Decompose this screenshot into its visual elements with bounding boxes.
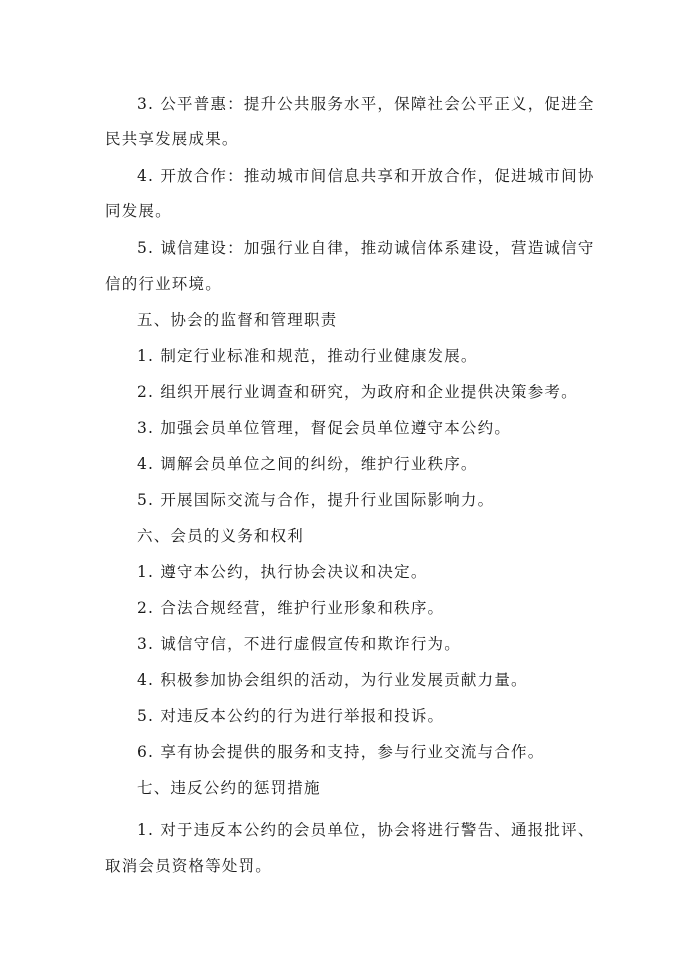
list-item: 1. 对于违反本公约的会员单位，协会将进行警告、通报批评、 [137, 821, 595, 839]
paragraph-line: 4. 开放合作：推动城市间信息共享和开放合作，促进城市间协 [137, 167, 595, 185]
paragraph-line: 民共享发展成果。 [105, 130, 239, 148]
list-item: 5. 对违反本公约的行为进行举报和投诉。 [137, 707, 445, 725]
list-item: 2. 合法合规经营，维护行业形象和秩序。 [137, 599, 445, 617]
list-item: 1. 遵守本公约，执行协会决议和决定。 [137, 563, 428, 581]
list-item: 4. 调解会员单位之间的纠纷，维护行业秩序。 [137, 455, 478, 473]
section-heading: 六、会员的义务和权利 [137, 527, 305, 545]
section-heading: 七、违反公约的惩罚措施 [137, 779, 321, 797]
list-item: 3. 加强会员单位管理，督促会员单位遵守本公约。 [137, 419, 512, 437]
list-item: 5. 开展国际交流与合作，提升行业国际影响力。 [137, 491, 495, 509]
paragraph-line: 5. 诚信建设：加强行业自律，推动诚信体系建设，营造诚信守 [137, 239, 595, 257]
list-item: 6. 享有协会提供的服务和支持，参与行业交流与合作。 [137, 743, 545, 761]
list-item: 2. 组织开展行业调查和研究，为政府和企业提供决策参考。 [137, 383, 578, 401]
list-item: 3. 诚信守信，不进行虚假宣传和欺诈行为。 [137, 635, 461, 653]
list-item: 1. 制定行业标准和规范，推动行业健康发展。 [137, 347, 478, 365]
paragraph-line: 3. 公平普惠：提升公共服务水平，保障社会公平正义，促进全 [137, 95, 595, 113]
section-heading: 五、协会的监督和管理职责 [137, 311, 338, 329]
paragraph-line: 信的行业环境。 [105, 275, 222, 293]
paragraph-line: 取消会员资格等处罚。 [105, 857, 273, 875]
paragraph-line: 同发展。 [105, 202, 172, 220]
list-item: 4. 积极参加协会组织的活动，为行业发展贡献力量。 [137, 671, 528, 689]
